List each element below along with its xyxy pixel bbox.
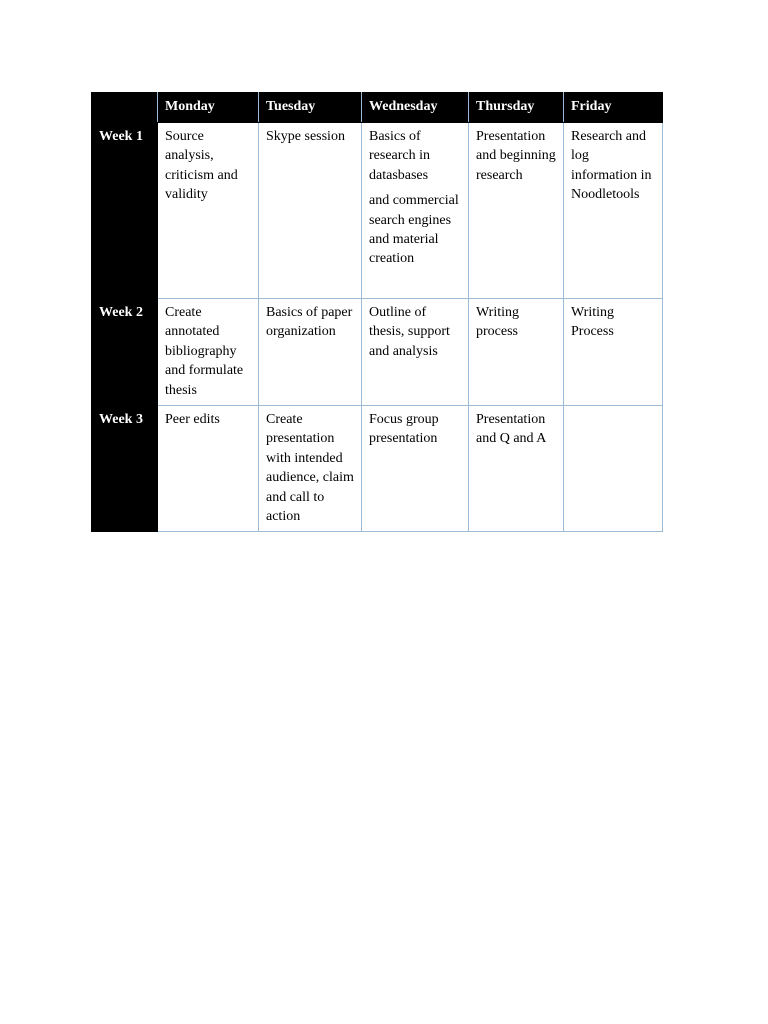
day-header-tuesday: Tuesday	[259, 93, 362, 123]
schedule-cell-week1-monday: Source analysis, criticism and validity	[158, 123, 259, 299]
schedule-cell-week3-wednesday: Focus group presentation	[362, 406, 469, 532]
schedule-cell-week1-friday: Research and log information in Noodletools	[564, 123, 663, 299]
day-header-thursday: Thursday	[469, 93, 564, 123]
schedule-cell-week3-thursday: Presentation and Q and A	[469, 406, 564, 532]
header-row	[92, 93, 663, 123]
schedule-cell-week3-monday: Peer edits	[158, 406, 259, 532]
schedule-cell-week1-tuesday: Skype session	[259, 123, 362, 299]
schedule-cell-week2-thursday: Writing process	[469, 299, 564, 406]
day-header-wednesday: Wednesday	[362, 93, 469, 123]
week-row	[92, 406, 663, 532]
week-label: Week 3	[92, 406, 158, 532]
day-header-monday: Monday	[158, 93, 259, 123]
week-label: Week 1	[92, 123, 158, 299]
day-header-friday: Friday	[564, 93, 663, 123]
weekly-schedule-table	[91, 92, 663, 532]
corner-cell	[92, 93, 158, 123]
schedule-cell-week2-wednesday: Outline of thesis, support and analysis	[362, 299, 469, 406]
schedule-cell-week2-tuesday: Basics of paper organization	[259, 299, 362, 406]
schedule-cell-week2-friday: Writing Process	[564, 299, 663, 406]
week-row	[92, 123, 663, 299]
wednesday-part-1: Basics of research in datasbases	[369, 129, 431, 183]
schedule-cell-week2-monday: Create annotated bibliography and formulate thesis	[158, 299, 259, 406]
week-row	[92, 299, 663, 406]
schedule-cell-week1-thursday: Presentation and beginning research	[469, 123, 564, 299]
schedule-cell-week3-tuesday: Create presentation with intended audience, claim and call to action	[259, 406, 362, 532]
wednesday-part-2: and commercial search engines and material creation	[369, 193, 459, 267]
week-label: Week 2	[92, 299, 158, 406]
schedule-cell-week1-wednesday	[362, 123, 469, 299]
schedule-cell-week3-friday	[564, 406, 663, 532]
